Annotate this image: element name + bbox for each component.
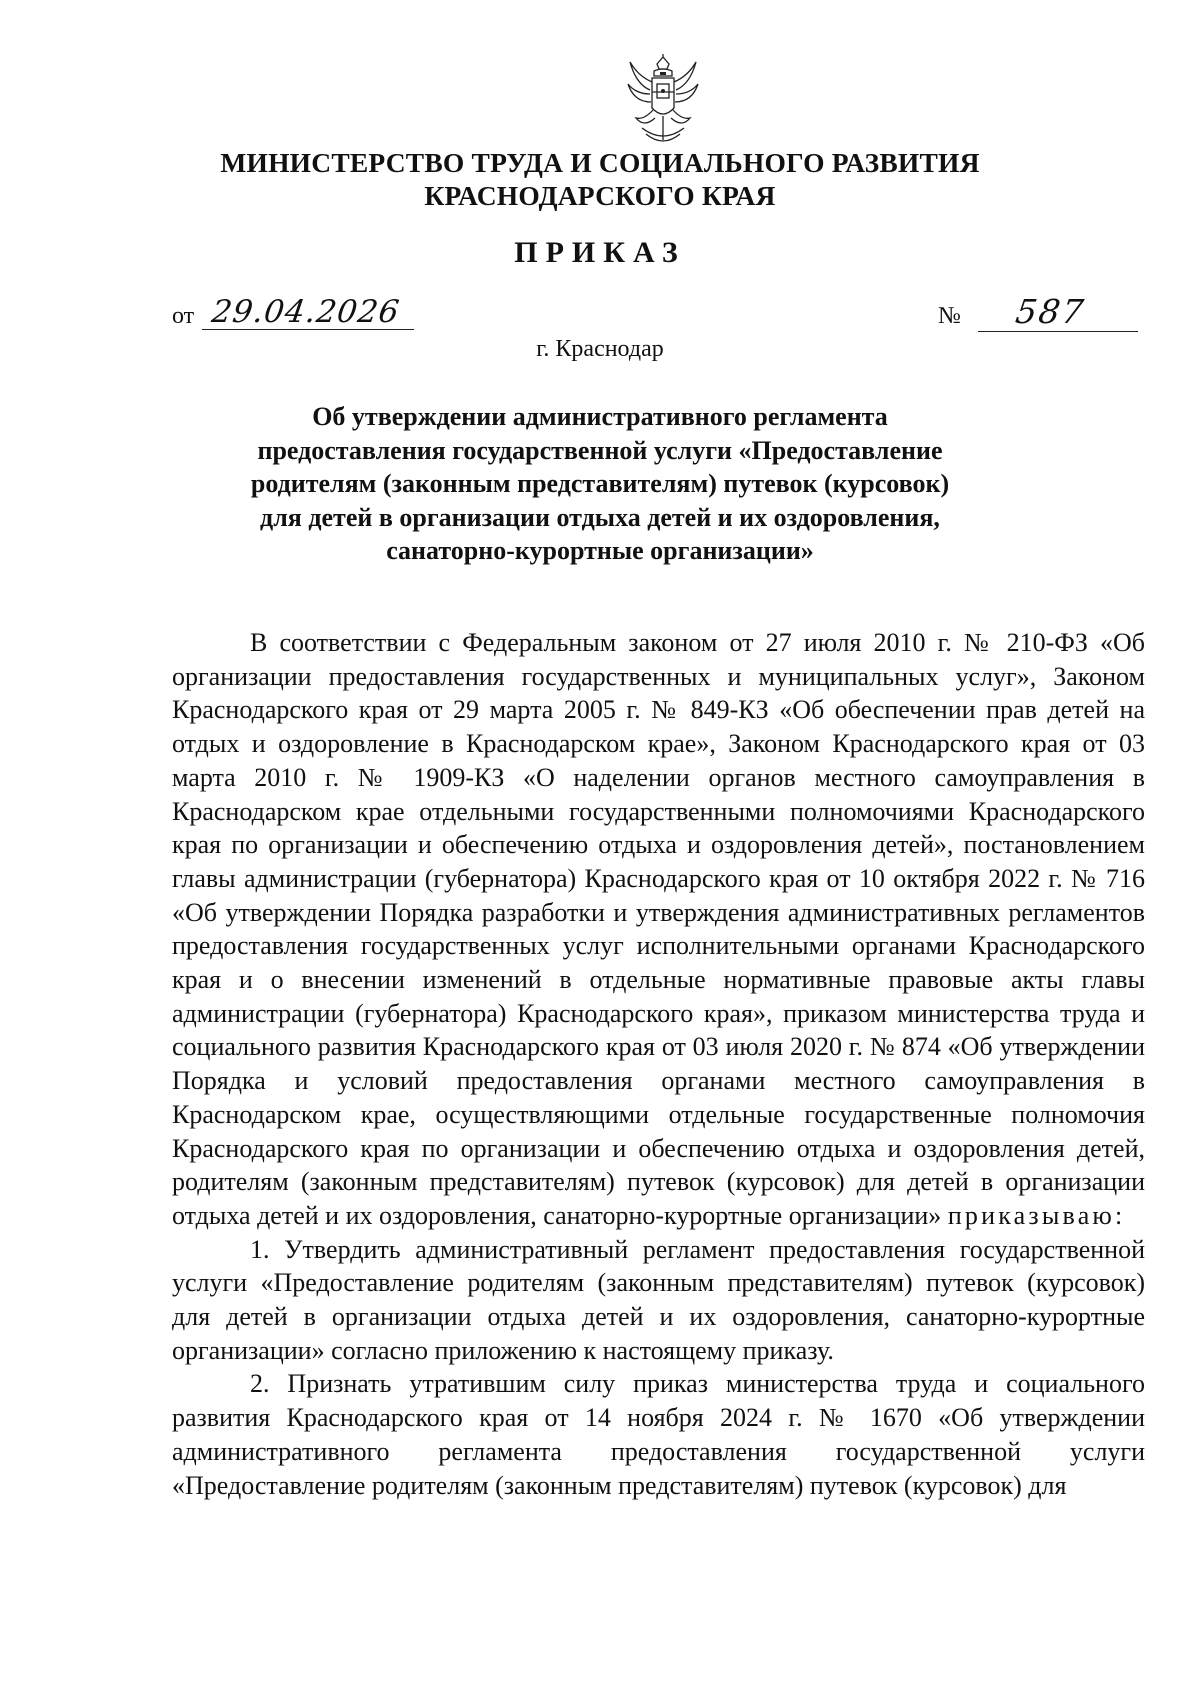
subject-line1: Об утверждении административного регламента — [312, 402, 888, 431]
subject-line5: санаторно-курортные организации» — [386, 536, 814, 565]
handwritten-number: 587 — [1013, 292, 1088, 331]
order-date-field — [172, 294, 432, 338]
city-line: г. Краснодар — [536, 336, 664, 362]
subject-line4: для детей в организации отдыха детей и их оздоровления, — [260, 502, 940, 532]
ministry-name-line2: КРАСНОДАРСКОГО КРАЯ — [424, 180, 776, 211]
order-word: приказываю: — [947, 1200, 1126, 1230]
ministry-name-line1: МИНИСТЕРСТВО ТРУДА И СОЦИАЛЬНОГО РАЗВИТИЯ — [220, 147, 980, 178]
preamble-text: В соответствии с Федеральным законом от 27 июля 2010 г. № 210-ФЗ «Об организации предоставления государственных и муниципальных услуг», Законом Краснодарского края от 29 марта 2005 г. № 849-КЗ «Об обеспечении прав детей на отдых и оздоровление в Краснодарском крае», Законом Краснодарского края от 03 марта 2010 г. № 1909-КЗ «О наделении органов местного самоуправления в Краснодарском крае отдельными государственными полномочиями Краснодарского края по организации и обеспечению отдыха и оздоровления детей», постановлением главы администрации (губернатора) Краснодарского края от 10 октября 2022 г. № 716 «Об утверждении Порядка разработки и утверждения административных регламентов предоставления государственных услуг исполнительными органами Краснодарского края и о внесении изменений в отдельные нормативные правовые акты главы администрации (губернатора) Краснодарского края», приказом министерства труда и социального развития Краснодарского края от 03 июля 2020 г. № 874 «Об утверждении Порядка и условий предоставления органами местного самоуправления в Краснодарском крае, осуществляющими отдельные государственные полномочия Краснодарского края по организации и обеспечению отдыха и оздоровления детей, родителям (законным представителям) путевок (курсовок) для детей в организации отдыха детей и их оздоровления, санаторно-курортные организации» — [172, 628, 1145, 1230]
subject-line2: предоставления государственной услуги «Предоставление — [257, 435, 943, 465]
preamble-paragraph — [172, 626, 1145, 1233]
order-item-2: 2. Признать утратившим силу приказ министерства труда и социального развития Краснодарского края от 14 ноября 2024 г. № 1670 «Об утверждении административного регламента предоставления государственной услуги «Предоставление родителям (законным представителям) путевок (курсовок) для — [172, 1369, 1145, 1500]
subject-line3: родителям (законным представителям) путевок (курсовок) — [250, 469, 950, 498]
order-body — [172, 626, 1145, 1502]
order-number-field — [938, 292, 1138, 338]
handwritten-date: 29.04.2026 — [209, 294, 403, 330]
number-underline — [978, 331, 1138, 332]
order-subject — [230, 400, 970, 568]
number-label: № — [938, 303, 961, 329]
date-label: от — [172, 303, 195, 329]
date-underline — [202, 329, 414, 330]
ministry-name — [160, 146, 1040, 212]
coat-of-arms-emblem — [624, 54, 702, 148]
order-item-1: 1. Утвердить административный регламент предоставления государственной услуги «Предоставление родителям (законным представителям) путевок (курсовок) для детей в организации отдыха детей и их оздоровления, санаторно-курортные организации» согласно приложению к настоящему приказу. — [172, 1234, 1145, 1365]
document-type-title: ПРИКАЗ — [514, 236, 686, 269]
